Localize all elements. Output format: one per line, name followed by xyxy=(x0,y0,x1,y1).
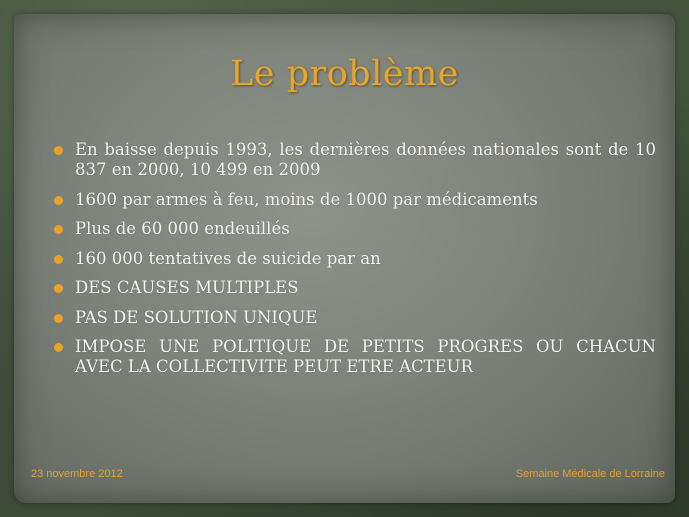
bullet-item xyxy=(54,337,656,377)
bullet-item xyxy=(54,190,656,210)
footer-event: Semaine Médicale de Lorraine xyxy=(515,468,665,480)
bullet-item xyxy=(54,140,656,180)
bullet-text: 160 000 tentatives de suicide par an xyxy=(75,248,381,268)
footer-date: 23 novembre 2012 xyxy=(31,468,123,480)
bullet-text: En baisse depuis 1993, les dernières données nationales sont de 10 837 en 2000, 10 499 en 2009 xyxy=(75,140,656,179)
bullet-text: 1600 par armes à feu, moins de 1000 par médicaments xyxy=(75,189,538,209)
bullet-list xyxy=(54,140,656,387)
bullet-text: IMPOSE UNE POLITIQUE DE PETITS PROGRES OU CHACUN AVEC LA COLLECTIVITE PEUT ETRE ACTEUR xyxy=(75,337,656,376)
bullet-dot-icon xyxy=(54,146,63,155)
bullet-item xyxy=(54,308,656,328)
bullet-dot-icon xyxy=(54,225,63,234)
bullet-item xyxy=(54,219,656,239)
bullet-dot-icon xyxy=(54,196,63,205)
bullet-text: Plus de 60 000 endeuillés xyxy=(75,219,290,238)
bullet-text: DES CAUSES MULTIPLES xyxy=(75,278,299,297)
slide-title: Le problème xyxy=(229,54,459,94)
bullet-dot-icon xyxy=(54,255,63,264)
bullet-item xyxy=(54,278,656,298)
bullet-item xyxy=(54,249,656,269)
bullet-text: PAS DE SOLUTION UNIQUE xyxy=(75,307,318,327)
bullet-dot-icon xyxy=(54,284,63,293)
bullet-dot-icon xyxy=(54,314,63,323)
bullet-dot-icon xyxy=(54,343,63,352)
